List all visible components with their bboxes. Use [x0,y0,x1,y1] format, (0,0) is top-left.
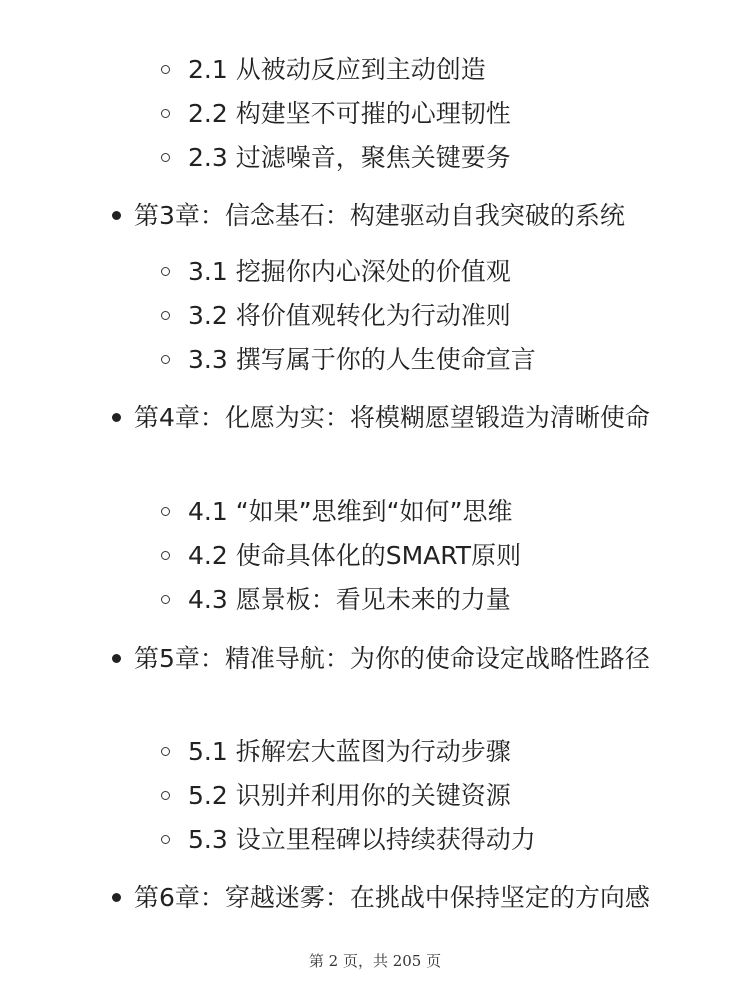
chapter-title: 第4章：化愿为实：将模糊愿望锻造为清晰使命 [134,403,650,432]
filled-bullet-icon [112,211,121,220]
page-number: 第 2 页，共 205 页 [308,952,442,970]
chapter-title: 第6章：穿越迷雾：在挑战中保持坚定的方向感 [134,883,650,912]
subsection-title: 5.2 识别并利用你的关键资源 [188,781,511,810]
filled-bullet-icon [112,413,121,422]
hollow-bullet-icon [161,267,170,276]
hollow-bullet-icon [161,355,170,364]
hollow-bullet-icon [161,791,170,800]
subsection-title: 4.3 愿景板：看见未来的力量 [188,585,511,614]
filled-bullet-icon [112,654,121,663]
subsection-title: 2.1 从被动反应到主动创造 [188,55,486,84]
hollow-bullet-icon [161,835,170,844]
subsection-title: 3.3 撰写属于你的人生使命宣言 [188,345,536,374]
subsection-title: 4.1 “如果”思维到“如何”思维 [188,497,513,526]
subsection-title: 5.1 拆解宏大蓝图为行动步骤 [188,737,511,766]
hollow-bullet-icon [161,595,170,604]
hollow-bullet-icon [161,747,170,756]
subsection-title: 5.3 设立里程碑以持续获得动力 [188,825,536,854]
hollow-bullet-icon [161,311,170,320]
hollow-bullet-icon [161,507,170,516]
chapter-title: 第5章：精准导航：为你的使命设定战略性路径 [134,644,650,673]
subsection-title: 3.1 挖掘你内心深处的价值观 [188,257,511,286]
filled-bullet-icon [112,893,121,902]
hollow-bullet-icon [161,109,170,118]
hollow-bullet-icon [161,65,170,74]
chapter-title: 第3章：信念基石：构建驱动自我突破的系统 [134,201,625,230]
subsection-title: 4.2 使命具体化的SMART原则 [188,541,522,570]
subsection-title: 2.3 过滤噪音，聚焦关键要务 [188,143,511,172]
subsection-title: 3.2 将价值观转化为行动准则 [188,301,511,330]
hollow-bullet-icon [161,153,170,162]
hollow-bullet-icon [161,551,170,560]
subsection-title: 2.2 构建坚不可摧的心理韧性 [188,99,511,128]
